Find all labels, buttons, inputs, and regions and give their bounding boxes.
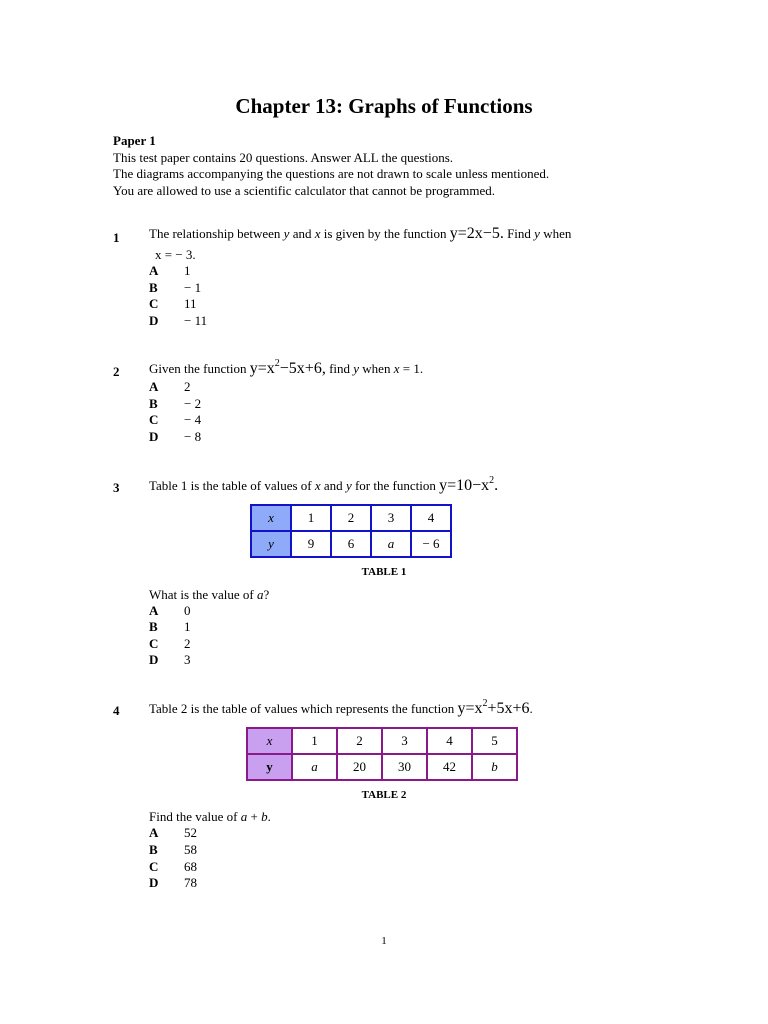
question-3-prompt: [149, 587, 269, 603]
q1-text-a: The relationship between: [149, 226, 281, 241]
option-value: − 8: [184, 429, 202, 444]
q2-option-a: [149, 379, 269, 395]
option-letter: B: [149, 619, 158, 634]
table-cell: 4: [411, 505, 451, 531]
table-cell: − 6: [411, 531, 451, 557]
table-2-row-x: [247, 728, 517, 754]
q2-text-a: Given the function: [149, 361, 247, 376]
q2-option-c: [149, 412, 269, 428]
q2-text-b: find: [329, 361, 351, 376]
q1-text-b: and: [292, 226, 312, 241]
table-cell: 20: [337, 754, 382, 780]
table-cell-header: [247, 728, 292, 754]
question-4-number: 4: [113, 703, 120, 718]
table-cell-header: [251, 505, 291, 531]
option-letter: C: [149, 859, 159, 874]
intro-line-1: This test paper contains 20 questions. Answer ALL the questions.: [113, 149, 453, 165]
option-value: 1: [184, 263, 191, 278]
option-value: 3: [184, 652, 191, 667]
q3-text-a: Table 1 is the table of values of: [149, 478, 312, 493]
q3-question-a: What is the value of: [149, 587, 254, 602]
option-value: 52: [184, 825, 197, 840]
q4-question-plus: +: [250, 809, 258, 824]
intro-line-3: You are allowed to use a scientific calculator that cannot be programmed.: [113, 182, 496, 198]
option-letter: C: [149, 636, 159, 651]
option-letter: C: [149, 296, 159, 311]
question-3-number: 3: [113, 480, 120, 495]
table-2: [246, 727, 518, 781]
question-2-number: 2: [113, 364, 120, 379]
table-cell: 9: [291, 531, 331, 557]
table-header-x: x: [266, 733, 273, 748]
q4-formula-end: .: [529, 701, 533, 716]
option-letter: D: [149, 652, 159, 667]
q1-var-y: y: [283, 226, 290, 241]
table-cell: 2: [337, 728, 382, 754]
q1-option-b: [149, 280, 269, 296]
table-2-caption: TABLE 2: [361, 789, 407, 801]
q2-formula: [250, 360, 326, 377]
q1-text-e: when: [543, 226, 572, 241]
q4-option-a: [149, 825, 269, 841]
option-letter: D: [149, 313, 159, 328]
q2-text-c: when: [362, 361, 391, 376]
table-cell: 42: [427, 754, 472, 780]
table-cell: 3: [382, 728, 427, 754]
q4-formula-a: y=x: [457, 700, 483, 717]
q3-question-b: ?: [263, 587, 270, 602]
table-2-row-y: [247, 754, 517, 780]
q4-question-a: Find the value of: [149, 809, 238, 824]
table-cell: 5: [472, 728, 517, 754]
option-letter: B: [149, 396, 158, 411]
table-header-y: y: [268, 536, 274, 551]
option-letter: A: [149, 825, 159, 840]
option-value: 78: [184, 875, 197, 890]
q3-option-a: [149, 603, 269, 619]
q1-option-a: [149, 263, 269, 279]
q1-formula: y=2x−5.: [449, 225, 504, 242]
q4-option-c: [149, 859, 269, 875]
q4-option-b: [149, 842, 269, 858]
q4-question-b: .: [267, 809, 271, 824]
q3-formula-a: y=10−x: [439, 477, 490, 494]
question-4-prompt: [149, 809, 271, 825]
q3-option-c: [149, 636, 269, 652]
paper-heading: Paper 1: [113, 133, 156, 148]
page-number: 1: [381, 935, 387, 947]
table-cell: 30: [382, 754, 427, 780]
question-2-stem: [149, 358, 423, 378]
q3-text-c: for the function: [354, 478, 436, 493]
page-title: Chapter 13: Graphs of Functions: [235, 94, 533, 118]
option-value: − 4: [184, 412, 202, 427]
q3-option-b: [149, 619, 269, 635]
q2-formula-sup: 2: [274, 358, 280, 369]
option-value: − 2: [184, 396, 202, 411]
option-value: 1: [184, 619, 191, 634]
table-1-row-x: [251, 505, 451, 531]
q3-option-d: [149, 652, 269, 668]
option-letter: A: [149, 379, 159, 394]
q2-var-y: y: [353, 361, 360, 376]
q1-text-d: Find: [507, 226, 531, 241]
q3-var-x: x: [314, 478, 321, 493]
q4-option-d: [149, 875, 269, 891]
q2-var-x: x: [393, 361, 400, 376]
question-1-stem: [149, 225, 571, 243]
q1-text-c: is given by the function: [323, 226, 447, 241]
table-1: [250, 504, 452, 558]
paper-intro: [113, 133, 549, 199]
option-value: 58: [184, 842, 197, 857]
q3-formula-b: .: [494, 477, 499, 494]
q4-formula-sup: 2: [482, 698, 488, 709]
q3-text-b: and: [323, 478, 343, 493]
table-var-a: a: [311, 759, 318, 774]
option-value: 0: [184, 603, 191, 618]
table-1-row-y: [251, 531, 451, 557]
option-value: − 1: [184, 280, 202, 295]
table-cell: [472, 754, 517, 780]
table-cell: [292, 754, 337, 780]
q4-text-a: Table 2 is the table of values which represents the function: [149, 701, 455, 716]
option-value: 2: [184, 379, 191, 394]
question-1-condition: x = − 3.: [155, 247, 196, 262]
option-value: 68: [184, 859, 197, 874]
option-letter: C: [149, 412, 159, 427]
q3-formula-sup: 2: [489, 475, 495, 486]
question-3-stem: [149, 475, 498, 495]
table-header-x: x: [268, 510, 274, 525]
option-value: − 11: [184, 313, 208, 328]
option-letter: B: [149, 842, 158, 857]
option-letter: B: [149, 280, 158, 295]
table-var-b: b: [491, 759, 498, 774]
option-value: 11: [184, 296, 197, 311]
q3-question-var: a: [256, 587, 264, 602]
option-letter: A: [149, 263, 159, 278]
table-cell-header: [251, 531, 291, 557]
option-value: 2: [184, 636, 191, 651]
table-cell: 1: [292, 728, 337, 754]
q1-option-c: [149, 296, 269, 312]
table-cell: 2: [331, 505, 371, 531]
q2-formula-b: −5x+6,: [279, 360, 326, 377]
option-letter: D: [149, 875, 159, 890]
q4-question-var-b: b: [261, 809, 268, 824]
q1-var-y-2: y: [534, 226, 540, 241]
table-header-y: y: [266, 759, 273, 774]
q2-option-b: [149, 396, 269, 412]
option-letter: D: [149, 429, 159, 444]
table-cell-header: [247, 754, 292, 780]
table-cell: 6: [331, 531, 371, 557]
q2-formula-a: y=x: [249, 360, 275, 377]
question-1-number: 1: [113, 230, 120, 245]
q3-var-y: y: [345, 478, 352, 493]
table-cell: 3: [371, 505, 411, 531]
intro-line-2: The diagrams accompanying the questions are not drawn to scale unless mentioned.: [113, 166, 550, 181]
question-4-stem: [149, 698, 533, 718]
table-cell: 4: [427, 728, 472, 754]
q2-option-d: [149, 429, 269, 445]
q4-formula: [457, 700, 529, 717]
q4-question-var-a: a: [240, 809, 248, 824]
option-letter: A: [149, 603, 159, 618]
q1-var-x: x: [314, 226, 321, 241]
q4-formula-b: +5x+6: [487, 700, 530, 717]
table-cell: [371, 531, 411, 557]
q3-formula: [439, 477, 498, 494]
table-var-a: a: [387, 536, 395, 551]
table-1-caption: TABLE 1: [361, 566, 407, 578]
q1-option-d: [149, 313, 269, 329]
q2-text-d: = 1.: [402, 361, 424, 376]
table-cell: 1: [291, 505, 331, 531]
